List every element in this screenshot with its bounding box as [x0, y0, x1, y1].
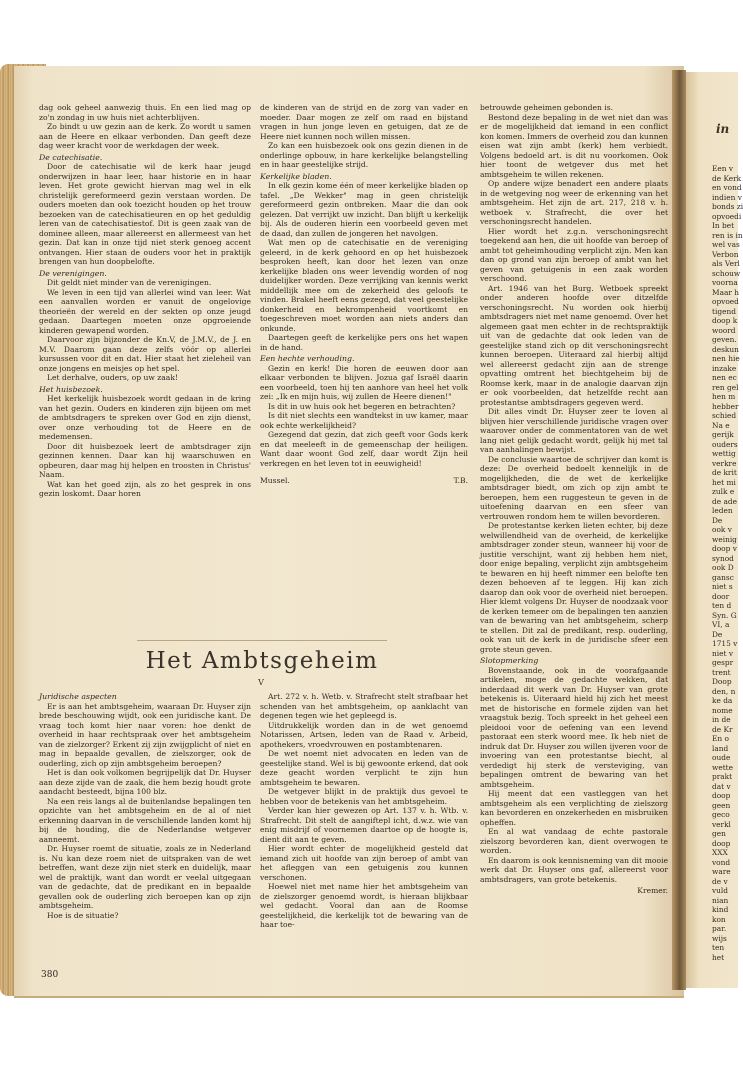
paragraph: Gezegend dat gezin, dat zich geeft voor Gods kerk en dat meeleeft in de gemeenschap der heiligen. Want daar woont God zelf, daar wordt Zijn heil verkregen en het leven tot in eeuwigheid! [260, 430, 468, 468]
paragraph: En al wat vandaag de echte pastorale zielszorg bevorderen kan, dient overwogen te worden. [480, 827, 668, 855]
next-page-line: nen ec [712, 373, 737, 382]
next-page-line: niet v [712, 648, 733, 658]
paragraph: Dit alles vindt Dr. Huyser zeer te loven al blijven hier verschillende juridische vragen over waarover onder de commentatoren van de wet lang niet gelijk gedacht wordt, gelijk hij met tal van aanhalingen bewijst. [480, 407, 668, 454]
next-page-line: kind [712, 905, 729, 914]
signature-place: Mussel. [260, 476, 290, 485]
paragraph: De conclusie waartoe de schrijver dan komt is deze: De overheid bedoelt kennelijk in de mogelijkheden, die de wet de kerkelijke ambtsdrager biedt, om zich op zijn ambt te beroepen, hem een ruggesteun te geven in de uitoefening daarvan en een sfeer van vertrouwen rondom hem te willen bevorderen. [480, 454, 668, 521]
next-page-line: bonds zi [712, 202, 743, 211]
binding-gutter [672, 70, 686, 990]
next-page-line: verkl [712, 819, 731, 829]
paragraph: We leven in een tijd van allerlei wind van leer. Wat een aanvallen worden er vanuit de ongelovige theorieën der wereld en der sekten op onze jeugd gedaan. Daartegen moeten onze opgroeiende kinderen gewapend worden. [39, 287, 251, 335]
paragraph: dag ook geheel aanwezig thuis. En een lied mag op zo'n zondag in uw huis niet achterblijven. [39, 103, 251, 122]
next-page-line: Verbon [712, 249, 739, 259]
next-page-line: ware [712, 867, 731, 876]
next-page-line: de ade [712, 496, 737, 506]
next-page-line: inzake [712, 363, 737, 373]
next-page-line: verkre [712, 458, 737, 468]
next-page-line: synod [712, 553, 734, 563]
next-page-line: opvoed [712, 297, 739, 306]
paragraph: Door de catechisatie wil de kerk haar jeugd onderwijzen in haar leer, haar historie en in haar leven. Het grote gewicht hiervan mag wel in elk christelijk gereformeerd gezin verstaan worden. De ouders moeten dan ook toezicht houden op het trouw bezoeken van de catechisatieuren en op het geduldig leren van de catechisatiestof. Dit is geen zaak van de dominee alleen, maar allereerst en allermeest van het gezin. Dat kan in onze tijd niet sterk genoeg accent ontvangen. Hier staan de ouders voor het in praktijk brengen van hun doopbelofte. [39, 162, 251, 266]
paragraph: Hier wordt het z.g.n. verschoningsrecht toegekend aan hen, die uit hoofde van beroep of ambt tot geheimhouding verplicht zijn. Men kan dan op grond van zijn beroep of ambt van het geven van getuigenis in een zaak worden verschoond. [480, 226, 668, 283]
next-page-line: de v [712, 876, 728, 886]
next-page-line: par. [712, 924, 727, 933]
next-page-line: gerijk [712, 430, 734, 439]
next-page-line: prakt [712, 772, 733, 781]
paragraph: En daarom is ook kennisneming van dit mooie werk dat Dr. Huyser ons gaf, allereerst voor ambtsdragers, van grote betekenis. [480, 855, 668, 884]
column-gezin-left [39, 103, 251, 498]
next-page-line: in de [712, 715, 731, 724]
next-page-line: de krit [712, 468, 737, 477]
signature-line [480, 886, 668, 896]
next-page-line: door [712, 591, 730, 601]
next-page-line: den, n [712, 686, 736, 696]
paragraph: Hoe is de situatie? [47, 910, 119, 920]
paragraph: Dit geldt niet minder van de verenigingen. [47, 278, 212, 287]
next-page-line: leden [712, 506, 733, 515]
next-page-line: ten d [712, 601, 732, 610]
next-page-line: dat v [712, 781, 731, 791]
next-page-line: Maar h [712, 287, 740, 297]
paragraph: Hier wordt echter de mogelijkheid gesteld dat iemand zich uit hoofde van zijn beroep of ambt van het afleggen van een getuigenis zou kunnen verschonen. [260, 844, 468, 882]
next-page-line: ouders [712, 439, 738, 449]
paragraph: Daarvoor zijn bijzonder de Kn.V, de J.M.V., de J. en M.V. Daarom gaan deze zelfs vóór op allerlei kursussen voor dit en dat. Hier staat het zieleheil van onze jongens en meisjes op het spel. [39, 335, 251, 373]
paragraph: Wat men op de catechisatie en de vereniging geleerd, in de kerk gehoord en op het huisbezoek besproken heeft, kan door het lezen van onze kerkelijke bladen ons weer levendig worden of nog duidelijker worden. Deze verrijking van kennis werkt middellijk mee om de zekerheid des geloofs te vinden. Brakel heeft eens gezegd, dat veel geestelijke donkerheid en bekrompenheid voortkomt en toegeschreven moet worden aan niets anders dan onkunde. [260, 238, 468, 333]
next-page-line: De [712, 515, 723, 525]
next-page-line: doop v [712, 544, 737, 553]
paragraph: Er is aan het ambtsgeheim, waaraan Dr. Huyser zijn brede beschouwing wijdt, ook een juridische kant. De vraag toch komt hier naar voren: hoe denkt de overheid in haar rechtspraak over het ambtsgeheim van de zielzorger? Erkent zij zijn zwijgplicht of niet en mag in bepaalde gevallen, de zielszorger, ook de ouderling, zich op zijn ambtsgeheim beroepen? [39, 701, 251, 768]
article-title: Het Ambtsgeheim [145, 648, 379, 674]
next-page-line: de Kr [712, 724, 733, 734]
paragraph: Is dit in uw huis ook het begeren en betrachten? [268, 401, 456, 411]
column-ambtsgeheim-right [480, 103, 668, 915]
next-page-line: Een v [712, 164, 734, 173]
next-page-line: land [712, 743, 729, 753]
next-page-line: de Kerk [712, 173, 742, 183]
column-gezin-right [260, 103, 468, 485]
next-page-line: Syn. G [712, 610, 737, 620]
next-page-line: ren is in [712, 230, 743, 240]
section-heading-huisbezoek: Het huisbezoek. [39, 384, 103, 394]
section-heading-catechisatie: De catechisatie. [39, 152, 103, 162]
paragraph: Uitdrukkelijk worden dan in de wet genoemd Notarissen, Artsen, leden van de Raad v. Arbeid, apothekers, vroedvrouwen en postambtenaren. [260, 720, 468, 749]
next-page-line: ook v [712, 525, 732, 534]
next-page-line: oude [712, 753, 731, 762]
next-page-line: vond [712, 857, 731, 867]
next-page-line: nome [712, 705, 733, 715]
section-heading-juridische-aspecten: Juridische aspecten [39, 692, 117, 701]
paragraph: Art. 1946 van het Burg. Wetboek spreekt onder anderen hoofde over ditzelfde verschoningsrecht. Nu worden ook hierbij ambtsdragers niet met name genoemd. Over het algemeen gaat men echter in de rechtspraktijk uit van de gedachte dat ook leden van de geestelijke stand zich op dit verschoningsrecht kunnen beroepen. Uiteraard zal hierbij altijd wel allereerst gedacht zijn aan de strenge opvatting omtrent het biechtgeheim bij de Roomse kerk, maar in de analogie daarvan zijn er ook voorbeelden, dat hetzelfde recht aan protestantse ambtsdragers gegeven werd. [480, 283, 668, 407]
next-page-line: het [712, 952, 725, 962]
next-page-line: hen m [712, 392, 736, 401]
section-heading-hechte-verhouding: Een hechte verhouding. [260, 354, 355, 363]
next-page-line: Doop [712, 677, 732, 686]
next-page-line: woord [712, 325, 736, 335]
column-ambtsgeheim-middle [260, 692, 468, 958]
next-page-line: wette [712, 762, 734, 772]
paragraph: betrouwde geheimen gebonden is. [480, 103, 614, 112]
paragraph: Verder kan hier gewezen op Art. 137 v. h. Wtb. v. Strafrecht. Dit stelt de aangiftepl icht, d.w.z. wie van enig misdrijf of voornemen daartoe op de hoogte is, dient dit aan te geven. [260, 806, 468, 844]
paragraph: Hij meent dat een vastleggen van het ambtsgeheim als een verplichting de zielszorg kan bevorderen en onzekerheden en misbruiken opheffen. [480, 789, 668, 827]
next-page-line: voorna [712, 278, 738, 287]
next-page-text [712, 164, 743, 962]
next-page-line: indien v [712, 192, 742, 202]
next-page-line: gespr [712, 658, 734, 667]
paragraph: Zo bindt u uw gezin aan de kerk. Zo wordt u samen aan de Heere en elkaar verbonden. Dan geeft deze dag weer kracht voor de werkdagen der week. [39, 122, 251, 150]
section-heading-verenigingen: De verenigingen. [39, 268, 107, 278]
next-page-line: geen [712, 800, 731, 810]
section-heading-kerkelijke-bladen: Kerkelijke bladen. [260, 171, 332, 181]
next-page-line: en vond [712, 183, 742, 192]
next-page-line: ren gel [712, 382, 739, 392]
paragraph: Het kerkelijk huisbezoek wordt gedaan in de kring van het gezin. Ouders en kinderen zijn bijeen om met de ambtsdragers te spreken over God en zijn dienst, over onze verhouding tot de Heere en de medemensen. [39, 394, 251, 441]
next-page-line: In bet [712, 221, 735, 230]
next-page-line: zulk e [712, 487, 735, 496]
next-page-line: De [712, 629, 723, 639]
paragraph: Dr. Huyser roemt de situatie, zoals ze in Nederland is. Nu kan deze roem niet de uitspraken van de wet betreffen, want deze zijn niet sterk en duidelijk, maar wel de praktijk, want dan wordt er veelal uitgegaan van de gedachte, dat de predikant en in bepaalde gevallen ook de ouderling zich beroepen kan op zijn ambtsgeheim. [39, 844, 251, 910]
next-page-line: schouw [712, 268, 741, 278]
next-page-line: wel vas [712, 240, 740, 249]
next-page-line: opvoedi [712, 211, 742, 221]
next-page-line: nen hie [712, 354, 740, 363]
next-page-line: doop [712, 838, 731, 848]
paragraph: Daartegen geeft de kerkelijke pers ons het wapen in de hand. [260, 333, 468, 352]
paragraph: Door dit huisbezoek leert de ambtsdrager zijn gezinnen kennen. Daar kan hij waarschuwen en opbeuren, daar mag hij helpen en troosten in Christus' Naam. [39, 441, 251, 479]
next-page-line: wijs [712, 933, 727, 943]
next-page-line: geven. [712, 335, 737, 344]
signature-line [260, 476, 468, 486]
paragraph: Na een reis langs al de buitenlandse bepalingen ten opzichte van het ambtsgeheim en de al of niet erkenning daarvan in de verschillende landen komt hij bij de houding, die de Nederlandse wetgever aanneemt. [39, 796, 251, 844]
next-page-line: ke da [712, 696, 733, 705]
next-page-line: wettig [712, 449, 736, 458]
next-page-line: En o [712, 734, 729, 743]
paragraph: Op andere wijze benadert een andere plaats in de wetgeving nog weer de erkenning van het ambtsgeheim. Het zijn de art. 217, 218 v. h. wetboek v. Strafrecht, die over het verschoningsrecht handelen. [480, 179, 668, 226]
paragraph: Let derhalve, ouders, op uw zaak! [47, 373, 178, 382]
next-page-line: deskun [712, 344, 739, 354]
next-page-line: schied [712, 411, 737, 420]
next-page-line: nian [712, 895, 729, 905]
signature-author: Kremer. [637, 886, 668, 895]
page-number: 380 [41, 970, 59, 980]
next-page-line: geco [712, 810, 730, 819]
next-page-line: weinig [712, 534, 737, 544]
paragraph: Zo kan een huisbezoek ook ons gezin dienen in de onderlinge opbouw, in hare kerkelijke belangstelling en in haar geestelijke strijd. [260, 141, 468, 169]
title-rule [137, 640, 387, 641]
next-page-line: ten [712, 943, 725, 952]
signature-initials: T.B. [453, 476, 468, 485]
section-heading-slotopmerking: Slotopmerking [480, 656, 539, 665]
paragraph: Bestond deze bepaling in de wet niet dan was er de mogelijkheid dat iemand in een conflict kon komen. Immers de overheid zou dan kunnen eisen wat zijn ambt (kerk) hem verbiedt. Volgens bedoeld art. is dit nu voorkomen. Ook hier toont de wetgever dus met het ambtsgeheim te willen rekenen. [480, 112, 668, 179]
paragraph: In elk gezin kome één of meer kerkelijke bladen op tafel. „De Wekker" mag in geen christelijk gereformeerd gezin ontbreken. Maar die dan ook gelezen. Dat verrijkt uw inzicht. Dan blijft u kerkelijk bij. Als de ouderen hierin een voorbeeld geven met de daad, dan zullen de jongeren het navolgen. [260, 181, 468, 238]
paragraph: Hoewel niet met name hier het ambtsgeheim van de zielszorger genoemd wordt, is hieraan blijkbaar wel gedacht. Vooral dan aan de Roomse geestelijkheid, die kerkelijk tot de bewaring van de haar toe- [260, 882, 468, 929]
paragraph: Wat kan het goed zijn, als zo het gesprek in ons gezin loskomt. Daar horen [39, 479, 251, 498]
paragraph: de kinderen van de strijd en de zorg van vader en moeder. Daar mogen ze zelf om raad en bijstand vragen in hun jonge leven en getuigen, dat ze de Heere niet kunnen noch willen missen. [260, 103, 468, 141]
next-page-line: tigend [712, 306, 736, 316]
column-ambtsgeheim-left [39, 692, 251, 964]
paragraph: De wet noemt niet advocaten en leden van de geestelijke stand. Wel is bij gewoonte erkend, dat ook deze geacht worden verplicht te zijn hun ambtsgeheim te bewaren. [260, 749, 468, 787]
next-page-line: niet s [712, 582, 733, 591]
paragraph: Is dit niet slechts een wandtekst in uw kamer, maar ook echte werkelijkheid? [260, 411, 468, 430]
paragraph: Het is dan ook volkomen begrijpelijk dat Dr. Huyser aan deze zijde van de zaak, die hem bezig houdt grote aandacht besteedt, bijna 100 blz. [39, 768, 251, 796]
paragraph: De protestantse kerken lieten echter, bij deze welwillendheid van de overheid, de kerkelijke ambtsdrager zonder steun, wanneer hij voor de justitie verschijnt, want zij hebben hem niet, door enige bepaling, verplicht zijn ambtsgeheim te bewaren en hij heeft nimmer een belofte ten dezen behoeven af te leggen. Hij kan zich daarop dan ook voor de overheid niet beroepen. Hier klemt volgens Dr. Huyser de noodzaak voor de kerken temeer om de bepalingen ten aanzien van de bewaring van het ambtsgeheim, scherp te stellen. Dit zal de predikant, resp. ouderling, ook van uit de kerk in de juridische sfeer een grote steun geven. [480, 521, 668, 654]
next-page-line: Na e [712, 420, 730, 430]
next-page-line: gansc [712, 572, 734, 582]
next-page-line: gen [712, 829, 726, 838]
next-page-line: het mi [712, 477, 736, 487]
paragraph: Gezin en kerk! Die horen de eeuwen door aan elkaar verbonden te blijven. Jozua gaf Israël daarin een voorbeeld, toen hij ten aanhore van heel het volk zei: „Ik en mijn huis, wij zullen de Heere dienen!" [260, 363, 468, 401]
next-page-line: XXX [712, 848, 728, 857]
next-page-line: kon [712, 914, 726, 924]
paragraph: De wetgever blijkt in de praktijk dus gevoel te hebben voor de betekenis van het ambtsgeheim. [260, 787, 468, 806]
next-page-line: hebber [712, 401, 739, 411]
paragraph: Bovenstaande, ook in de voorafgaande artikelen, moge de gedachte wekken, dat inderdaad dit werk van Dr. Huyser van grote betekenis is. Uiteraard hield hij zich het meest met de historische en formele zijden van het vraagstuk bezig. Toch spreekt in het geheel een pleidooi voor de oefening van een levend pastoraat een sterk woord mee. Ik heb niet de indruk dat Dr. Huyser zou willen ijveren voor de invoering van een protestantse biecht, al verdedigt hij sterk de versteviging, van bepalingen omtrent de bewaring van het ambtsgeheim. [480, 665, 668, 789]
series-number: V [258, 678, 264, 687]
next-page-line: vuld [712, 886, 729, 895]
next-page-line: doop [712, 791, 731, 800]
paragraph: Art. 272 v. h. Wetb. v. Strafrecht stelt strafbaar het schenden van het ambtsgeheim, op aanklacht van degenen tegen wie het gepleegd is. [260, 692, 468, 720]
next-page-line: als Verl [712, 259, 740, 268]
next-page-line: 1715 v [712, 639, 738, 648]
next-page-line: doop k [712, 316, 738, 325]
next-page-line: VI, a [712, 620, 730, 629]
next-page-heading: in [716, 122, 730, 136]
next-page-line: ook D [712, 563, 734, 572]
next-page-line: trent [712, 667, 731, 677]
